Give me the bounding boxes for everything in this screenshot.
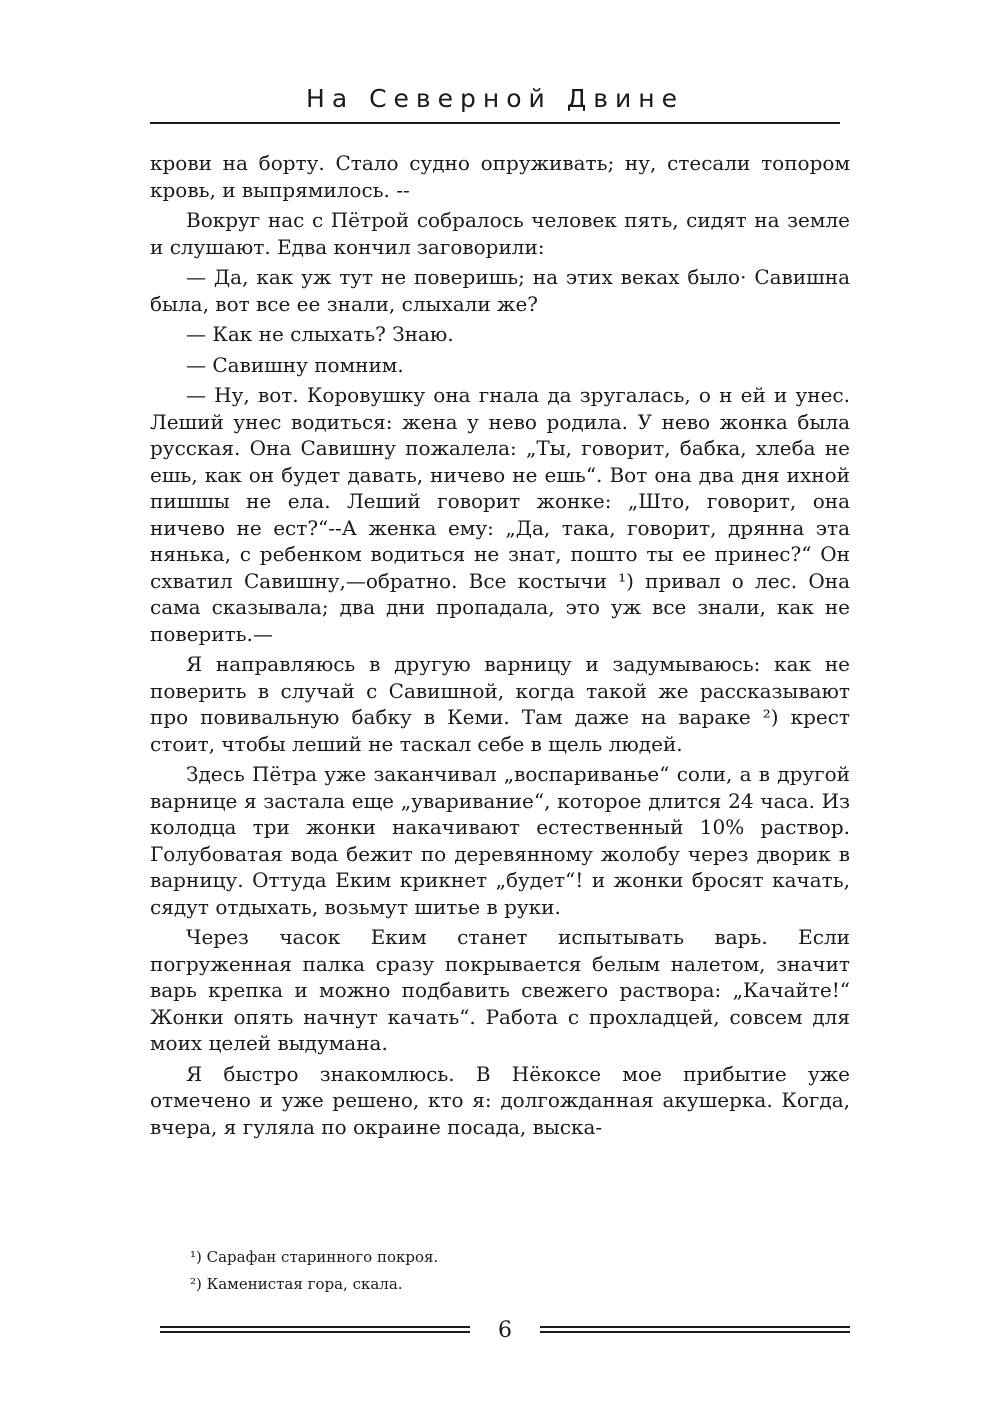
paragraph: Через часок Еким станет испытывать варь. Если погруженная палка сразу покрывается белым налетом, значит варь крепка и можно подбавить свежего раствора: „Качайте!“ Жонки опять начнут качать“. Работа с прохладцей, совсем для моих целей выдумана.: [150, 925, 850, 1055]
footer-rule-right: [540, 1326, 850, 1338]
footnote: ¹) Сарафан старинного покроя.: [190, 1248, 439, 1266]
page-footer: [160, 1318, 850, 1348]
paragraph: — Савишну помним.: [186, 352, 404, 377]
paragraph: — Как не слыхать? Знаю.: [186, 322, 454, 346]
body-text: [150, 150, 850, 1140]
page-number: 6: [498, 1318, 512, 1343]
paragraph: Вокруг нас с Пётрой собралось человек пять, сидят на земле и слушают. Едва кончил заговорили:: [150, 208, 850, 259]
footer-rule-left: [160, 1326, 470, 1338]
paragraph: Здесь Пётра уже заканчивал „воспариванье“ соли, а в другой варнице я застала еще „уваривание“, которое длится 24 часа. Из колодца три жонки накачивают естественный 10% раствор. Голубоватая вода бежит по деревянному жолобу через дворик в варницу. Оттуда Еким крикнет „будет“! и жонки бросят качать, сядут отдыхать, возьмут шитье в руки.: [150, 762, 850, 919]
running-head: На Северной Двине: [306, 84, 684, 113]
footnote: ²) Каменистая гора, скала.: [190, 1275, 403, 1293]
footnotes: [190, 1244, 830, 1298]
paragraph: крови на борту. Стало судно опруживать; ну, стесали топором кровь, и выпрямилось. --: [150, 151, 850, 202]
paragraph: — Ну, вот. Коровушку она гнала да зругалась, о н ей и унес. Леший унес водиться: жена у нево родила. У нево жонка была русская. Она Савишну пожалела: „Ты, говорит, бабка, хлеба не ешь, как он будет давать, ничево не ешь“. Вот она два дня ихной пишшы не ела. Леший говорит жонке: „Што, говорит, она ничево не ест?“--А женка ему: „Да, така, говорит, дрянна эта нянька, с ребенком водиться не знат, пошто ты ее принес?“ Он схватил Савишну,—обратно. Все костычи ¹) привал о лес. Она сама сказывала; два дни пропадала, это уж все знали, как не поверить.—: [150, 383, 850, 646]
paragraph: Я направляюсь в другую варницу и задумываюсь: как не поверить в случай с Савишной, когда такой же рассказывают про повивальную бабку в Кеми. Там даже на вараке ²) крест стоит, чтобы леший не таскал себе в щель людей.: [150, 652, 850, 756]
paragraph: — Да, как уж тут не поверишь; на этих веках было· Савишна была, вот все ее знали, слыхали же?: [150, 265, 850, 316]
paragraph: Я быстро знакомлюсь. В Нёкоксе мое прибытие уже отмечено и уже решено, кто я: долгожданная акушерка. Когда, вчера, я гуляла по окраине посада, выска-: [150, 1061, 850, 1139]
header-rule: [150, 122, 840, 124]
